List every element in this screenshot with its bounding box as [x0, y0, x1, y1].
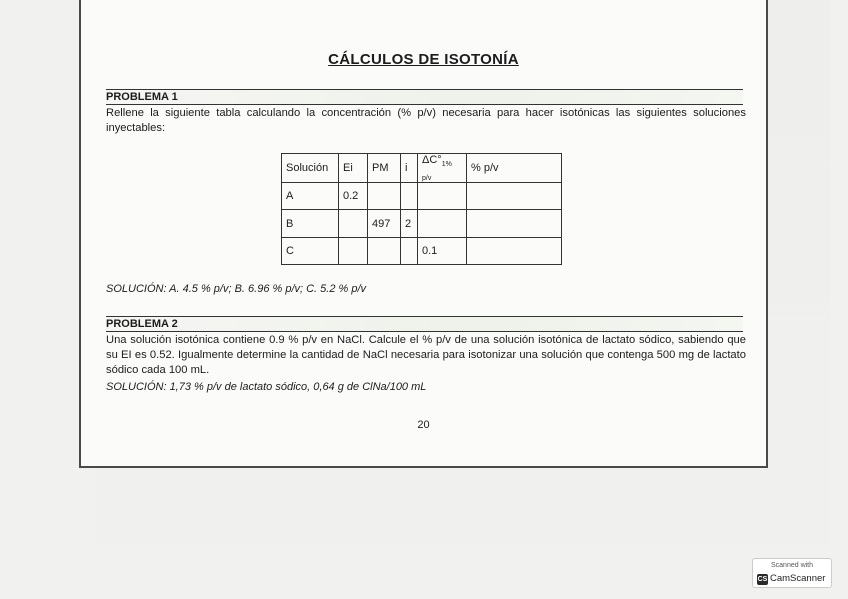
- table-cell: [418, 183, 467, 210]
- camscanner-logo-icon: CS: [757, 576, 768, 583]
- header-i: i: [401, 154, 418, 183]
- table-cell: 0.1: [418, 238, 467, 265]
- header-delta-c-main: ΔC°: [422, 154, 442, 166]
- table-row: [282, 210, 562, 238]
- table-cell: [467, 238, 562, 265]
- problem1-heading: PROBLEMA 1: [106, 89, 743, 105]
- table-cell: [368, 238, 401, 265]
- header-pm: PM: [368, 154, 401, 183]
- table-cell: [368, 183, 401, 210]
- problem2-heading: PROBLEMA 2: [106, 316, 743, 332]
- camscanner-watermark: [752, 558, 832, 588]
- page-title: CÁLCULOS DE ISOTONÍA: [328, 51, 519, 68]
- table-cell: [339, 210, 368, 238]
- table-header-row: [282, 154, 562, 183]
- header-delta-c: [418, 154, 467, 183]
- table-cell: [467, 210, 562, 238]
- watermark-caption: Scanned with: [770, 562, 814, 569]
- header-delta-c-sub: 1% p/v: [422, 161, 452, 183]
- table-row: [282, 183, 562, 210]
- problem2-text: Una solución isotónica contiene 0.9 % p/v en NaCl. Calcule el % p/v de una solución isotónica de lactato sódico, sabiendo que su EI es 0.52. Igualmente determine la cantidad de NaCl necesaria para isotonizar una solución que contenga 500 mg de lactato sódico cada 100 mL.: [106, 334, 746, 376]
- table-cell: B: [282, 210, 339, 238]
- table-row: [282, 238, 562, 265]
- header-ei: Ei: [339, 154, 368, 183]
- table-cell: 0.2: [339, 183, 368, 210]
- document-page: [79, 0, 768, 468]
- isotonicity-table: [281, 153, 562, 265]
- table-cell: C: [282, 238, 339, 265]
- problem1-solution: SOLUCIÓN: A. 4.5 % p/v; B. 6.96 % p/v; C. 5.2 % p/v: [106, 283, 367, 295]
- table-cell: [401, 183, 418, 210]
- problem1-text: Rellene la siguiente tabla calculando la concentración (% p/v) necesaria para hacer isotónicas las siguientes soluciones inyectables:: [106, 107, 746, 134]
- problem2-solution: SOLUCIÓN: 1,73 % p/v de lactato sódico, 0,64 g de ClNa/100 mL: [106, 381, 427, 393]
- table-cell: [467, 183, 562, 210]
- table-cell: [418, 210, 467, 238]
- table-cell: [401, 238, 418, 265]
- page-number: 20: [417, 419, 430, 431]
- table-cell: A: [282, 183, 339, 210]
- header-percent: % p/v: [467, 154, 562, 183]
- table-cell: [339, 238, 368, 265]
- watermark-brand: CamScanner: [770, 573, 826, 584]
- table-cell: 497: [368, 210, 401, 238]
- table-cell: 2: [401, 210, 418, 238]
- header-solucion: Solución: [282, 154, 339, 183]
